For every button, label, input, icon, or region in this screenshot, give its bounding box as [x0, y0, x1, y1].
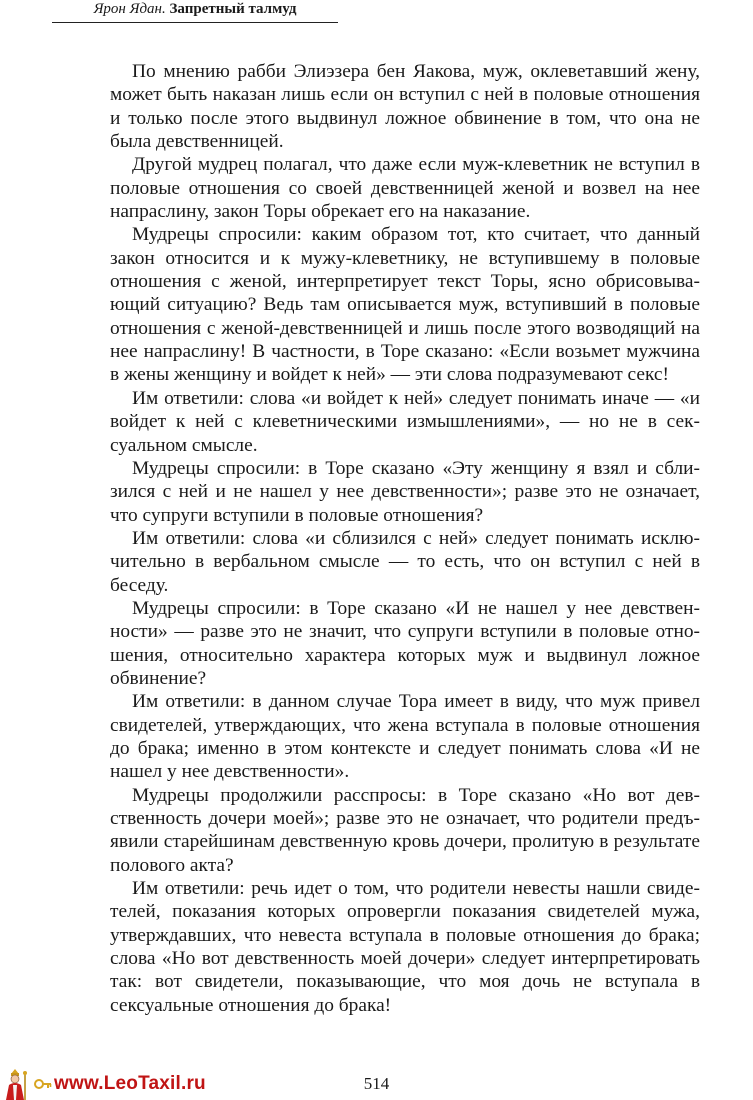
watermark-url: www.LeoTaxil.ru	[54, 1073, 206, 1094]
paragraph: Мудрецы спросили: в Торе сказано «Эту женщину я взял и сблизился с ней и не нашел у нее девственности»; разве это не означает, что супруги вступили в половые отношения?	[110, 457, 700, 526]
paragraph: По мнению рабби Элиэзера бен Яакова, муж, оклеветавший жену, может быть наказан лишь если он вступил с ней в половые отношения и только после этого выдвинул ложное обвинение в том, что она не была девственницей.	[110, 61, 700, 153]
paragraph: Им ответили: слова «и войдет к ней» следует понимать иначе — «и войдет к ней с клеветническими измышлениями», — но не в сексуальном смысле.	[110, 387, 700, 456]
paragraph: Мудрецы спросили: в Торе сказано «И не нашел у нее девственности» — разве это не значит, что супруги вступили в половые отношения, относительно характера которых муж и выдвинул ложное обвинение?	[110, 597, 700, 689]
paragraph: Им ответили: речь идет о том, что родители невесты нашли свидетелей, показания которых опровергли показания свидетелей мужа, утверждавших, что невеста вступала в половые отношения до брака; слова «Но вот девственность моей дочери» следует интерпретировать так: вот свидетели, показывающие, что моя дочь не вступала в сексуальные отношения до брака!	[110, 878, 700, 1016]
header-author: Ярон Ядан.	[93, 1, 166, 17]
header-title: Запретный талмуд	[169, 1, 297, 17]
paragraph: Им ответили: слова «и сблизился с ней» следует понимать исключительно в вербальном смысле — то есть, что он вступил с ней в беседу.	[110, 527, 700, 596]
page-number: 514	[363, 1074, 390, 1093]
running-header	[52, 0, 338, 23]
paragraph: Мудрецы продолжили расспросы: в Торе сказано «Но вот девственность дочери моей»; разве это не означает, что родители предъявили старейшинам девственную кровь дочери, пролитую в результате полового акта?	[110, 784, 700, 876]
paragraph: Им ответили: в данном случае Тора имеет в виду, что муж привел свидетелей, утверждающих, что жена вступала в половые отношения до брака; именно в этом контексте и следует понимать слова «И не нашел у нее девственности».	[110, 691, 700, 783]
body-text	[110, 60, 700, 1017]
paragraph: Мудрецы спросили: каким образом тот, кто считает, что данный закон относится и к мужу-клеветнику, не вступившему в половые отношения с женой, интерпретирует текст Торы, ясно обрисовывающий ситуацию? Ведь там описывается муж, вступивший в половые отношения с женой-девственницей и лишь после этого возводящий на нее напраслину! В частности, в Торе сказано: «Если возьмет мужчина в жены женщину и войдет к ней» — эти слова подразумевают секс!	[110, 224, 700, 386]
paragraph: Другой мудрец полагал, что даже если муж-клеветник не вступил в половые отношения со своей девственницей женой и возвел на нее напраслину, закон Торы обрекает его на наказание.	[110, 154, 700, 223]
